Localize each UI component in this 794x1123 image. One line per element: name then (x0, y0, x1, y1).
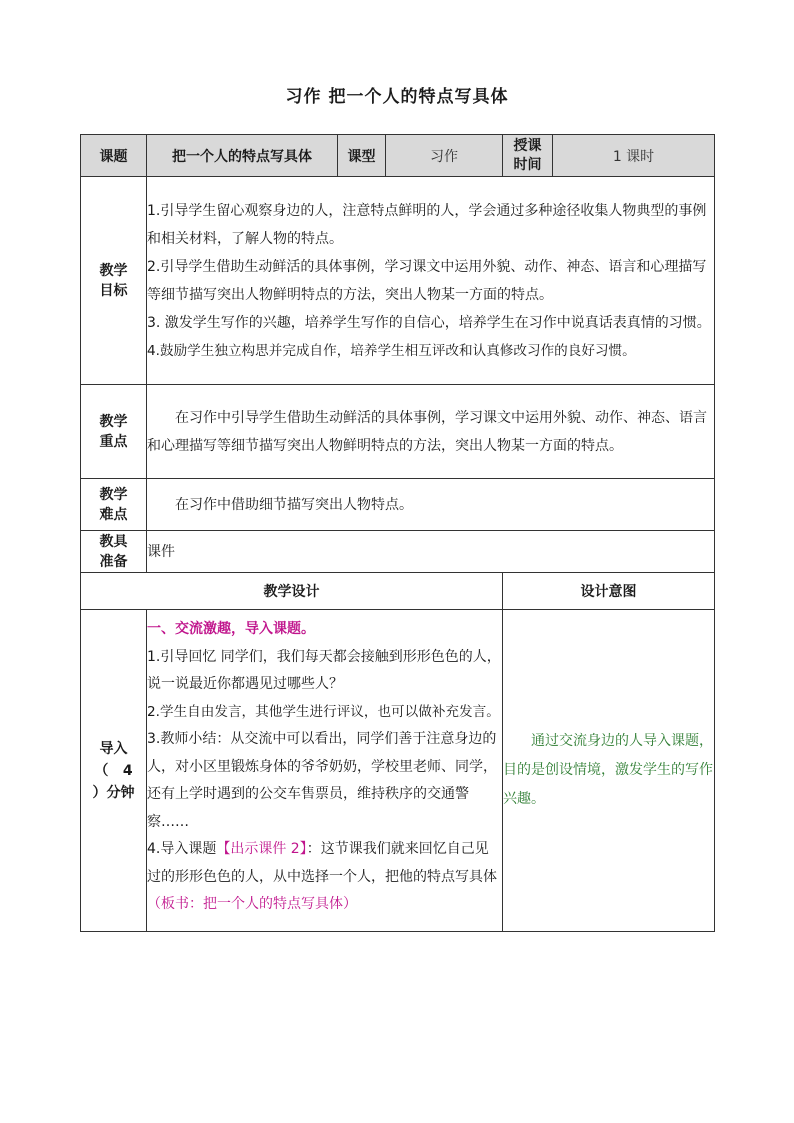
goal-item: 4.鼓励学生独立构思并完成自作，培养学生相互评改和认真修改习作的良好习惯。 (147, 342, 636, 359)
topic-value: 把一个人的特点写具体 (147, 135, 338, 177)
intro-step: 2.学生自由发言，其他学生进行评议，也可以做补充发言。 (147, 703, 500, 720)
intro-heading: 一、交流激趣，导入课题。 (147, 621, 315, 637)
intro-step: 4.导入课题【出示课件 2】：这节课我们就来回忆自己见过的形形色色的人，从中选择一个人，把他的特点写具体 (147, 841, 497, 885)
time-value: 1 课时 (553, 135, 715, 177)
difficulty-label: 教学 难点 (81, 479, 147, 531)
design-header-right: 设计意图 (503, 573, 715, 610)
design-header-row (81, 573, 715, 610)
focus-label: 教学 重点 (81, 385, 147, 479)
tools-row (81, 531, 715, 573)
goal-item: 1.引导学生留心观察身边的人，注意特点鲜明的人，学会通过多种途径收集人物典型的事例和相关材料，了解人物的特点。 (147, 202, 707, 247)
focus-content: 在习作中引导学生借助生动鲜活的具体事例，学习课文中运用外貌、动作、神态、语言和心理描写等细节描写突出人物鲜明特点的方法，突出人物某一方面的特点。 (147, 385, 715, 479)
intro-intent: 通过交流身边的人导入课题，目的是创设情境，激发学生的写作兴趣。 (503, 610, 715, 932)
goal-item: 2.引导学生借助生动鲜活的具体事例，学习课文中运用外貌、动作、神态、语言和心理描写等细节描写突出人物鲜明特点的方法，突出人物某一方面的特点。 (147, 258, 707, 303)
board-note: （板书：把一个人的特点写具体） (147, 896, 357, 912)
topic-label: 课题 (81, 135, 147, 177)
tools-label: 教具 准备 (81, 531, 147, 573)
lesson-plan-table (80, 134, 715, 932)
difficulty-content: 在习作中借助细节描写突出人物特点。 (147, 479, 715, 531)
intro-row (81, 610, 715, 932)
goal-item: 3. 激发学生写作的兴趣，培养学生写作的自信心，培养学生在习作中说真话表真情的习惯。 (147, 314, 711, 331)
goals-row (81, 177, 715, 385)
goals-label: 教学 目标 (81, 177, 147, 385)
intro-label: 导入 （ 4 ）分钟 (81, 610, 147, 932)
focus-row (81, 385, 715, 479)
time-label: 授课 时间 (503, 135, 553, 177)
intro-step: 3.教师小结：从交流中可以看出，同学们善于注意身边的人，对小区里锻炼身体的爷爷奶奶，学校里老师、同学，还有上学时遇到的公交车售票员，维持秩序的交通警察…… (147, 731, 497, 830)
slide-tag: 【出示课件 2】 (216, 841, 307, 857)
intro-content (147, 610, 503, 932)
document-title: 习作 把一个人的特点写具体 (285, 87, 509, 107)
difficulty-row (81, 479, 715, 531)
header-row (81, 135, 715, 177)
tools-content: 课件 (147, 531, 715, 573)
goals-content (147, 177, 715, 385)
design-header-left: 教学设计 (81, 573, 503, 610)
type-label: 课型 (338, 135, 386, 177)
type-value: 习作 (386, 135, 503, 177)
intro-step: 1.引导回忆 同学们，我们每天都会接触到形形色色的人，说一说最近你都遇见过哪些人？ (147, 648, 501, 692)
